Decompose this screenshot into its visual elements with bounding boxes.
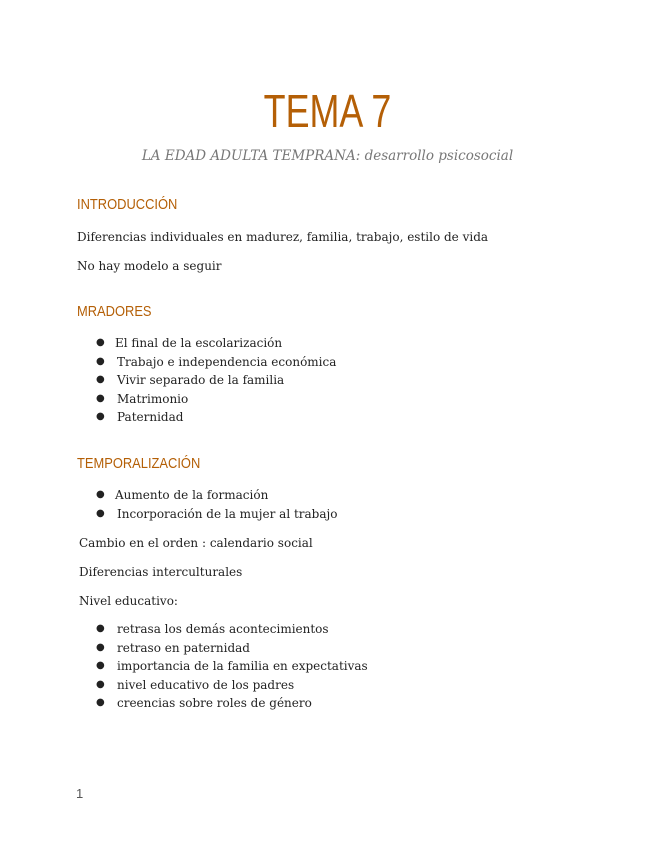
bullet-icon: ● [96,337,105,348]
heading-introduccion: INTRODUCCIÓN [77,196,178,213]
heading-marcadores: MRADORES [77,303,152,320]
heading-temporalizacion: TEMPORALIZACIÓN [77,455,201,472]
bullet-icon: ● [96,697,105,708]
intro-line-2: No hay modelo a seguir [77,259,222,273]
bullet-icon: ● [96,678,105,690]
page-number: 1 [76,786,84,801]
document-subtitle: LA EDAD ADULTA TEMPRANA: desarrollo psicosocial [141,148,514,164]
bullet-icon: ● [96,623,105,634]
bullet-icon: ● [96,392,105,404]
bullet-icon: ● [96,641,105,653]
bullet-icon: ● [96,660,105,671]
bullet-icon: ● [96,355,105,367]
intro-line-1: Diferencias individuales en madurez, familia, trabajo, estilo de vida [77,230,489,244]
temporal-line-3: Nivel educativo: [79,594,178,608]
bullet-icon: ● [96,489,105,500]
document-title: TEMA 7 [263,85,392,137]
bullet-icon: ● [96,411,105,422]
temporal-line-2: Diferencias interculturales [79,565,243,579]
bullet-icon: ● [96,374,105,385]
temporal-line-1: Cambio en el orden : calendario social [79,536,313,550]
bullet-icon: ● [96,507,105,519]
